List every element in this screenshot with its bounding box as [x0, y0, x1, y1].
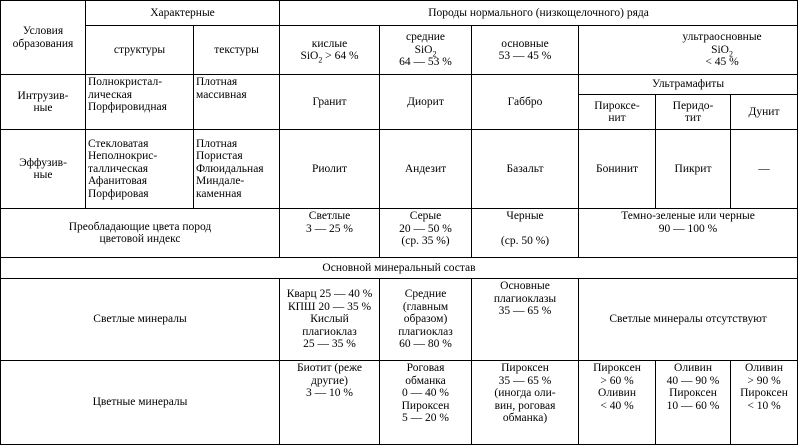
ultramafites-header: Ультрамафиты [579, 75, 798, 95]
rock-granite: Гранит [280, 75, 380, 130]
rock-gabbro: Габбро [472, 75, 579, 130]
colors-ultrabasic: Темно-зеленые или черные 90 — 100 % [579, 209, 798, 258]
effusive-label: Эффузив- ные [1, 130, 86, 209]
dark-intermediate: Роговая обманка 0 — 40 % Пироксен 5 — 20 % [380, 361, 472, 445]
mineral-section-title: Основной минеральный состав [1, 258, 798, 279]
formation-conditions-header: Условия образования [1, 1, 86, 75]
ultrabasic-header: ультраосновные SiO$_2$ < 45 % [579, 26, 798, 75]
light-intermediate: Средние (главным образом) плагиоклаз 60 — 80 % [380, 279, 472, 361]
dark-pyroxenite: Пироксен > 60 % Оливин < 40 % [579, 361, 656, 445]
light-minerals-label: Светлые минералы [1, 279, 280, 361]
dark-basic: Пироксен 35 — 65 % (иногда оли- вин, роговая обманка) [472, 361, 579, 445]
rock-boninite: Бонинит [579, 130, 656, 209]
light-acid: Кварц 25 — 40 % КПШ 20 — 35 % Кислый плагиоклаз 25 — 35 % [280, 279, 380, 361]
rock-none: — [731, 130, 798, 209]
characteristic-header: Характерные [86, 1, 280, 26]
textures-header: текстуры [194, 26, 280, 75]
structures-header: структуры [86, 26, 194, 75]
basic-header: основные 53 — 45 % [472, 26, 579, 75]
effusive-textures: Плотная Пористая Флюидальная Миндале- каменная [194, 130, 280, 209]
rock-diorite: Диорит [380, 75, 472, 130]
rock-rhyolite: Риолит [280, 130, 380, 209]
colors-basic: Черные (ср. 50 %) [472, 209, 579, 258]
intrusive-structures: Полнокристал- лическая Порфировидная [86, 75, 194, 130]
dark-peridotite: Оливин 40 — 90 % Пироксен 10 — 60 % [656, 361, 731, 445]
colors-acid: Светлые 3 — 25 % [280, 209, 380, 258]
intermediate-header: средние SiO$_2$ 64 — 53 % [380, 26, 472, 75]
colors-intermediate: Серые 20 — 50 % (ср. 35 %) [380, 209, 472, 258]
rock-pyroxenite: Пироксе- нит [579, 95, 656, 130]
light-basic: Основные плагиоклазы 35 — 65 % [472, 279, 579, 361]
acid-header: кислые SiO$_2$ > 64 % [280, 26, 380, 75]
rock-dunite: Дунит [731, 95, 798, 130]
rock-basalt: Базальт [472, 130, 579, 209]
intrusive-label: Интрузив- ные [1, 75, 86, 130]
rock-picrite: Пикрит [656, 130, 731, 209]
rocks-title-header: Породы нормального (низкощелочного) ряда [280, 1, 798, 26]
light-ultrabasic: Светлые минералы отсутствуют [579, 279, 798, 361]
dark-acid: Биотит (реже другие) 3 — 10 % [280, 361, 380, 445]
rock-peridotite: Перидо- тит [656, 95, 731, 130]
colors-label: Преобладающие цвета пород цветовой индекс [1, 209, 280, 258]
dark-minerals-label: Цветные минералы [1, 361, 280, 445]
intrusive-textures: Плотная массивная [194, 75, 280, 130]
dark-dunite: Оливин > 90 % Пироксен < 10 % [731, 361, 798, 445]
rock-andesite: Андезит [380, 130, 472, 209]
effusive-structures: Стекловатая Неполнокрис- таллическая Афанитовая Порфировая [86, 130, 194, 209]
